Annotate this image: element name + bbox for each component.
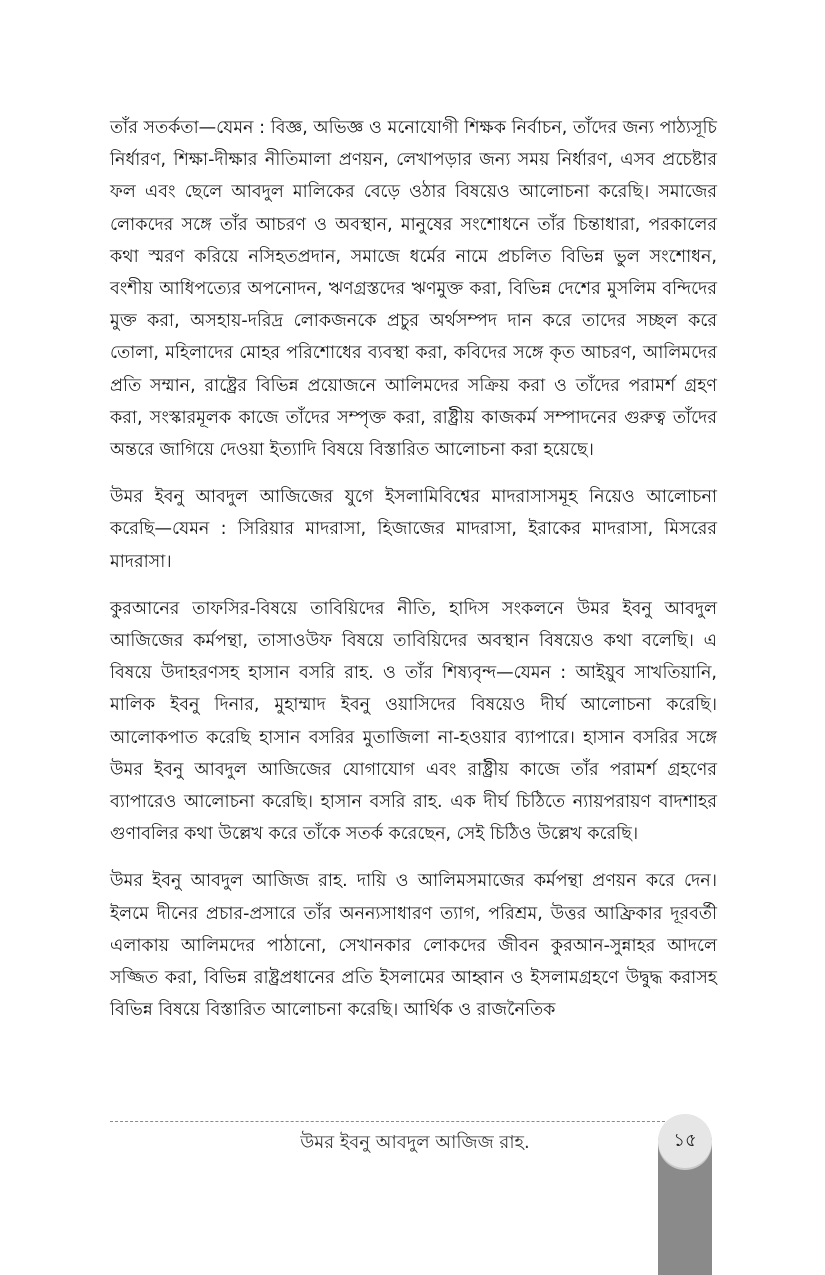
paragraph-1: তাঁর সতর্কতা—যেমন : বিজ্ঞ, অভিজ্ঞ ও মনোযোগী শিক্ষক নির্বাচন, তাঁদের জন্য পাঠ্যসূচি নির্ধারণ, শিক্ষা-দীক্ষার নীতিমালা প্রণয়ন, লেখাপড়ার জন্য সময় নির্ধারণ, এসব প্রচেষ্টার ফল এবং ছেলে আবদুল মালিকের বেড়ে ওঠার বিষয়েও আলোচনা করেছি। সমাজের লোকদের সঙ্গে তাঁর আচরণ ও অবস্থান, মানুষের সংশোধনে তাঁর চিন্তাধারা, পরকালের কথা স্মরণ করিয়ে নসিহতপ্রদান, সমাজে ধর্মের নামে প্রচলিত বিভিন্ন ভুল সংশোধন, বংশীয় আধিপত্যের অপনোদন, ঋণগ্রস্তদের ঋণমুক্ত করা, বিভিন্ন দেশের মুসলিম বন্দিদের মুক্ত করা, অসহায়-দরিদ্র লোকজনকে প্রচুর অর্থসম্পদ দান করে তাদের সচ্ছল করে তোলা, মহিলাদের মোহর পরিশোধের ব্যবস্থা করা, কবিদের সঙ্গে কৃত আচরণ, আলিমদের প্রতি সম্মান, রাষ্ট্রের বিভিন্ন প্রয়োজনে আলিমদের সক্রিয় করা ও তাঁদের পরামর্শ গ্রহণ করা, সংস্কারমূলক কাজে তাঁদের সম্পৃক্ত করা, রাষ্ট্রীয় কাজকর্ম সম্পাদনের গুরুত্ব তাঁদের অন্তরে জাগিয়ে দেওয়া ইত্যাদি বিষয়ে বিস্তারিত আলোচনা করা হয়েছে। <box>110 118 717 461</box>
body-text <box>110 112 717 1041</box>
paragraph-3: কুরআনের তাফসির-বিষয়ে তাবিয়িদের নীতি, হাদিস সংকলনে উমর ইবনু আবদুল আজিজের কর্মপন্থা, তাসাওউফ বিষয়ে তাবিয়িদের অবস্থান বিষয়েও কথা বলেছি। এ বিষয়ে উদাহরণসহ হাসান বসরি রাহ. ও তাঁর শিষ্যবৃন্দ—যেমন : আইয়ুব সাখতিয়ানি, মালিক ইবনু দিনার, মুহাম্মাদ ইবনু ওয়াসিদের বিষয়েও দীর্ঘ আলোচনা করেছি। আলোকপাত করেছি হাসান বসরির মুতাজিলা না-হওয়ার ব্যাপারে। হাসান বসরির সঙ্গে উমর ইবনু আবদুল আজিজের যোগাযোগ এবং রাষ্ট্রীয় কাজে তাঁর পরামর্শ গ্রহণের ব্যাপারেও আলোচনা করেছি। হাসান বসরি রাহ. এক দীর্ঘ চিঠিতে ন্যায়পরায়ণ বাদশাহর গুণাবলির কথা উল্লেখ করে তাঁকে সতর্ক করেছেন, সেই চিঠিও উল্লেখ করেছি। <box>110 598 717 845</box>
page-number: ১৫ <box>658 1114 712 1168</box>
running-footer-title: উমর ইবনু আবদুল আজিজ রাহ. <box>300 1132 530 1153</box>
paragraph-2: উমর ইবনু আবদুল আজিজের যুগে ইসলামিবিশ্বের মাদরাসাসমূহ নিয়েও আলোচনা করেছি—যেমন : সিরিয়ার মাদরাসা, হিজাজের মাদরাসা, ইরাকের মাদরাসা, মিসরের মাদরাসা। <box>110 487 717 572</box>
paragraph-4: উমর ইবনু আবদুল আজিজ রাহ. দায়ি ও আলিমসমাজের কর্মপন্থা প্রণয়ন করে দেন। ইলমে দীনের প্রচার-প্রসারে তাঁর অনন্যসাধারণ ত্যাগ, পরিশ্রম, উত্তর আফ্রিকার দূরবর্তী এলাকায় আলিমদের পাঠানো, সেখানকার লোকদের জীবন কুরআন-সুন্নাহর আদলে সজ্জিত করা, বিভিন্ন রাষ্ট্রপ্রধানের প্রতি ইসলামের আহ্বান ও ইসলামগ্রহণে উদ্বুদ্ধ করাসহ বিভিন্ন বিষয়ে বিস্তারিত আলোচনা করেছি। আর্থিক ও রাজনৈতিক <box>110 871 717 1021</box>
footer-divider <box>110 1121 670 1122</box>
